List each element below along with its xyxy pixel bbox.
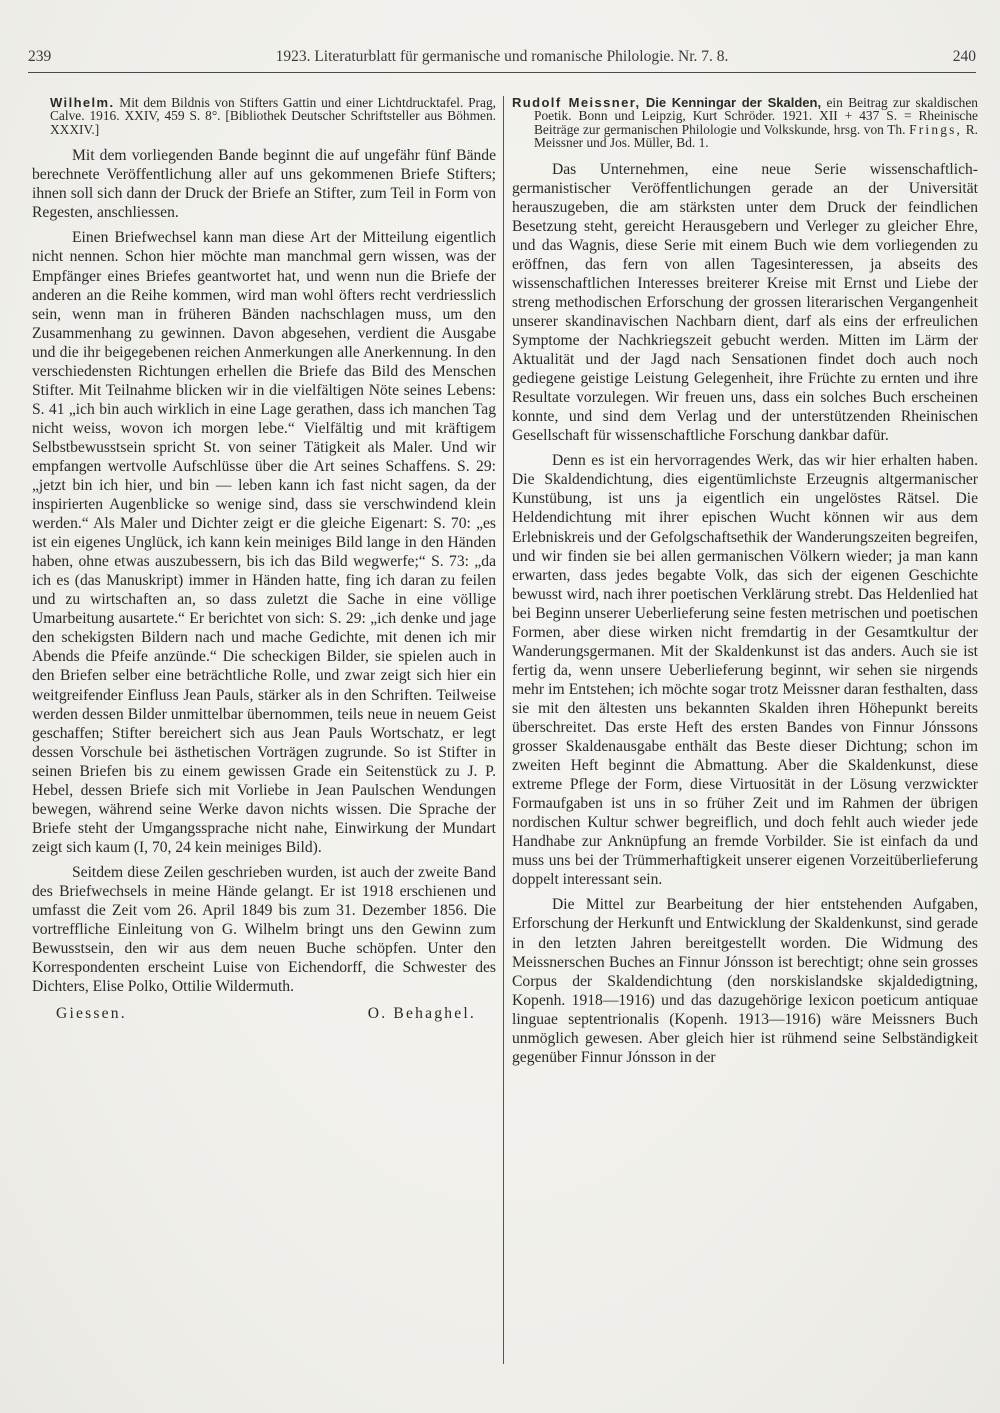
header-rule [28,72,976,73]
citation-title: Die Kenningar der Skalden, [645,95,822,110]
citation-text-end: R. Meissner und Jos. Müller, Bd. 1. [534,121,978,151]
paragraph: Einen Briefwechsel kann man diese Art der Mitteilung eigentlich nicht nennen. Schon hier möchte man manchmal gern wissen, was der Empfänger eines Briefes geantwortet hat, und wenn nun die Briefe der anderen an die Reihe kommen, wird man wohl öfters recht verdriesslich sein, wenn man in früheren Bänden nachschlagen muss, um den Zusammenhang zu gewinnen. Davon abgesehen, verdient die Ausgabe und die ihr beigegebenen reichen Anmerkungen alle Anerkennung. In den verschiedensten Richtungen erhellen die Briefe das Bild des Menschen Stifter. Mit Teilnahme blicken wir in die vielfältigen Nöte seines Lebens: S. 41 „ich bin auch wirklich in eine Lage gerathen, dass ich manchen Tag nicht weiss, wovon ich morgen lebe.“ Vielfältig und mit kräftigem Selbstbewusstsein spricht St. von seiner Tätigkeit als Maler. Und wir empfangen wertvolle Aufschlüsse über die Art seines Schaffens. S. 29: „jetzt bin ich hier, und bin — leben kann ich fast nicht sagen, da der inspirierten Augenblicke so wenige sind, dass sie verschwindend klein werden.“ Als Maler und Dichter zeigt er die gleiche Eigenart: S. 70: „es ist ein eigenes Unglück, ich kann kein meiniges Bild lange in den Händen haben, ohne etwas auszubessern, bis ich das Bild wegwerfe;“ S. 73: „da ich es (das Manuskript) immer in Händen hatte, fing ich daran zu feilen und zu wirtschaften an, so dass zuletzt die Sache in eine völlige Umarbeitung ausartete.“ Er berichtet von sich: S. 29: „ich denke und jage den schekigsten Bildern nach und mache Gedichte, mit denen ich mir Abends die Pfeife anzünde.“ Die scheckigen Bilder, sie spielen auch in den Briefen selber eine beträchtliche Rolle, und zwar zeigt sich hier ein weitgreifender Einfluss Jean Pauls, stärker als in den Schriften. Teilweise werden dessen Bilder unmittelbar übernommen, teils neue in neuem Geist geschaffen; Stifter bereichert sich aus Jean Pauls Wortschatz, er legt dessen Vorschule bei ästhetischen Vorträgen zugrunde. So ist Stifter in seinen Briefen bis zu einem gewissen Grade ein Seitenstück zu J. P. Hebel, dessen Briefe sich mit Vorliebe in Jean Paulschen Wendungen bewegen, während seine Werke davon nichts wissen. Die Sprache der Briefe steht der Umgangssprache nicht nahe, Einwirkung der Mundart zeigt sich kaum (I, 70, 24 kein meiniges Bild). [32,229,496,856]
left-column [32,96,496,1026]
page-number-right: 240 [952,48,976,65]
paragraph: Denn es ist ein hervorragendes Werk, das wir hier erhalten haben. Die Skaldendichtung, dies eigentümlichste Erzeugnis altgermanischer Kunstübung, ist uns ja eigentlich ein ungelöstes Rätsel. Die Heldendichtung mit ihrer epischen Wucht können wir aus dem Erlebniskreis und der Gefolgschaftsethik der Wanderungszeiten begreifen, und wir finden sie bei allen germanischen Völkern wieder; ja man kann erwarten, dass jedes begabte Volk, das sich der eigenen Geschichte bewusst wird, nach ihrer poetischen Verklärung strebt. Das Heldenlied hat bei Beginn unserer Ueberlieferung seine festen metrischen und poetischen Formen, aber diese wirken nicht fremdartig in der Gesamtkultur der Wanderungsgermanen. Mit der Skaldenkunst ist das anders. Auch sie ist fertig da, wenn unsere Ueberlieferung beginnt, wir sehen sie nirgends mehr im Entstehen; ich möchte sogar trotz Meissner daran festhalten, dass sie mit den ältesten uns bekannten Skalden ihren Höhepunkt bereits überschreitet. Das erste Heft des ersten Bandes von Finnur Jónssons grosser Skaldenausgabe enthält das Beste dieser Dichtung; schon im zweiten Heft beginnt die Abmattung. Aber die Skaldenkunst, diese extreme Pflege der Form, diese Virtuosität in der Lösung verzwickter Formaufgaben ist uns in so früher Zeit und im Rahmen der übrigen nordischen Kultur schwer begreiflich, und doch fehlt auch wieder jede Handhabe zur Anknüpfung an fremde Vorbilder. Sie ist einfach da und muss uns bei der Trümmerhaftigkeit unserer eigenen Vorzeitüberlieferung doppelt interessant sein. [512,452,978,889]
review-citation-left [50,96,496,136]
citation-author: Wilhelm. [50,95,115,110]
citation-editor-spaced: Frings, [909,121,963,137]
review-signature [32,1004,496,1026]
citation-text: ein Beitrag zur skaldischen Poetik. Bonn und Leipzig, Kurt Schröder. 1921. XII + 437 S. = Rheinische Beiträge zur germanischen Philologie und Volkskunde, hrsg. von Th. [534,95,978,137]
column-divider [503,96,504,1364]
citation-text: Mit dem Bildnis von Stifters Gattin und einer Lichtdrucktafel. Prag, Calve. 1916. XXIV, 459 S. 8°. [Bibliothek Deutscher Schriftsteller aus Böhmen. XXXIV.] [50,95,496,137]
paragraph: Mit dem vorliegenden Bande beginnt die auf ungefähr fünf Bände berechnete Veröffentlichung aller auf uns gekommenen Briefe Stifters; ihnen soll sich dann der Druck der Briefe an Stifter, zum Teil in Form von Regesten, anschliessen. [32,147,496,222]
journal-title: 1923. Literaturblatt für germanische und romanische Philologie. Nr. 7. 8. [275,48,729,65]
signature-name: O. Behaghel. [367,1005,476,1023]
review-citation-right [512,96,978,150]
paragraph: Das Unternehmen, eine neue Serie wissenschaftlich-germanistischer Veröffentlichungen gerade an der Universität herauszugeben, die am stärksten unter dem Druck der feindlichen Besetzung steht, gereicht Herausgebern und Verleger zu gleicher Ehre, und das Wagnis, diese Serie mit einem Buch wie dem vorliegenden zu eröffnen, das fern von allen Tagesinteressen, ja abseits des wissenschaftlichen Interesses breiterer Kreise mit Ernst und Liebe der streng methodischen Erforschung der grossen literarischen Vergangenheit unserer skandinavischen Nachbarn dient, darf als eins der erfreulichen Symptome der Nachkriegszeit gebucht werden. Mitten im Lärm der Aktualität und der Jagd nach Sensationen findet doch auch noch gediegene geistige Leistung Gelegenheit, ihre Früchte zu ernten und ihre Resultate vorzulegen. Wir freuen uns, dass ein solches Buch erscheinen konnte, und sind dem Verlag und der unterstützenden Rheinischen Gesellschaft für wissenschaftliche Forschung dankbar dafür. [512,160,978,445]
right-column [512,96,978,1073]
paragraph: Seitdem diese Zeilen geschrieben wurden, ist auch der zweite Band des Briefwechsels in meine Hände gelangt. Er ist 1918 erschienen und umfasst die Zeit vom 26. April 1849 bis zum 31. Dezember 1856. Die vortreffliche Einleitung von G. Wilhelm bringt uns den Gewinn zum Bewusstsein, den wir aus dem neuen Buche schöpfen. Unter den Korrespondenten erscheint Luise von Eichendorff, die Schwester des Dichters, Elise Polko, Ottilie Wildermuth. [32,863,496,996]
paragraph: Die Mittel zur Bearbeitung der hier entstehenden Aufgaben, Erforschung der Herkunft und Entwicklung der Skaldenkunst, sind gerade in den letzten Jahren bereitgestellt worden. Die Widmung des Meissnerschen Buches an Finnur Jónsson ist berechtigt; ohne sein grosses Corpus der Skaldendichtung (den norskislandske skjaldedigtning, Kopenh. 1918—1916) und das dazugehörige lexicon poeticum antiquae linguae septentrionalis (Kopenh. 1913—1916) wäre Meissners Buch unmöglich gewesen. Aber gleich hier ist rühmend seine Selbständigkeit gegenüber Finnur Jónsson in der [512,896,978,1066]
running-head [28,44,976,74]
page-number-left: 239 [28,48,52,65]
signature-place: Giessen. [56,1005,127,1023]
citation-author: Rudolf Meissner, [512,95,641,110]
